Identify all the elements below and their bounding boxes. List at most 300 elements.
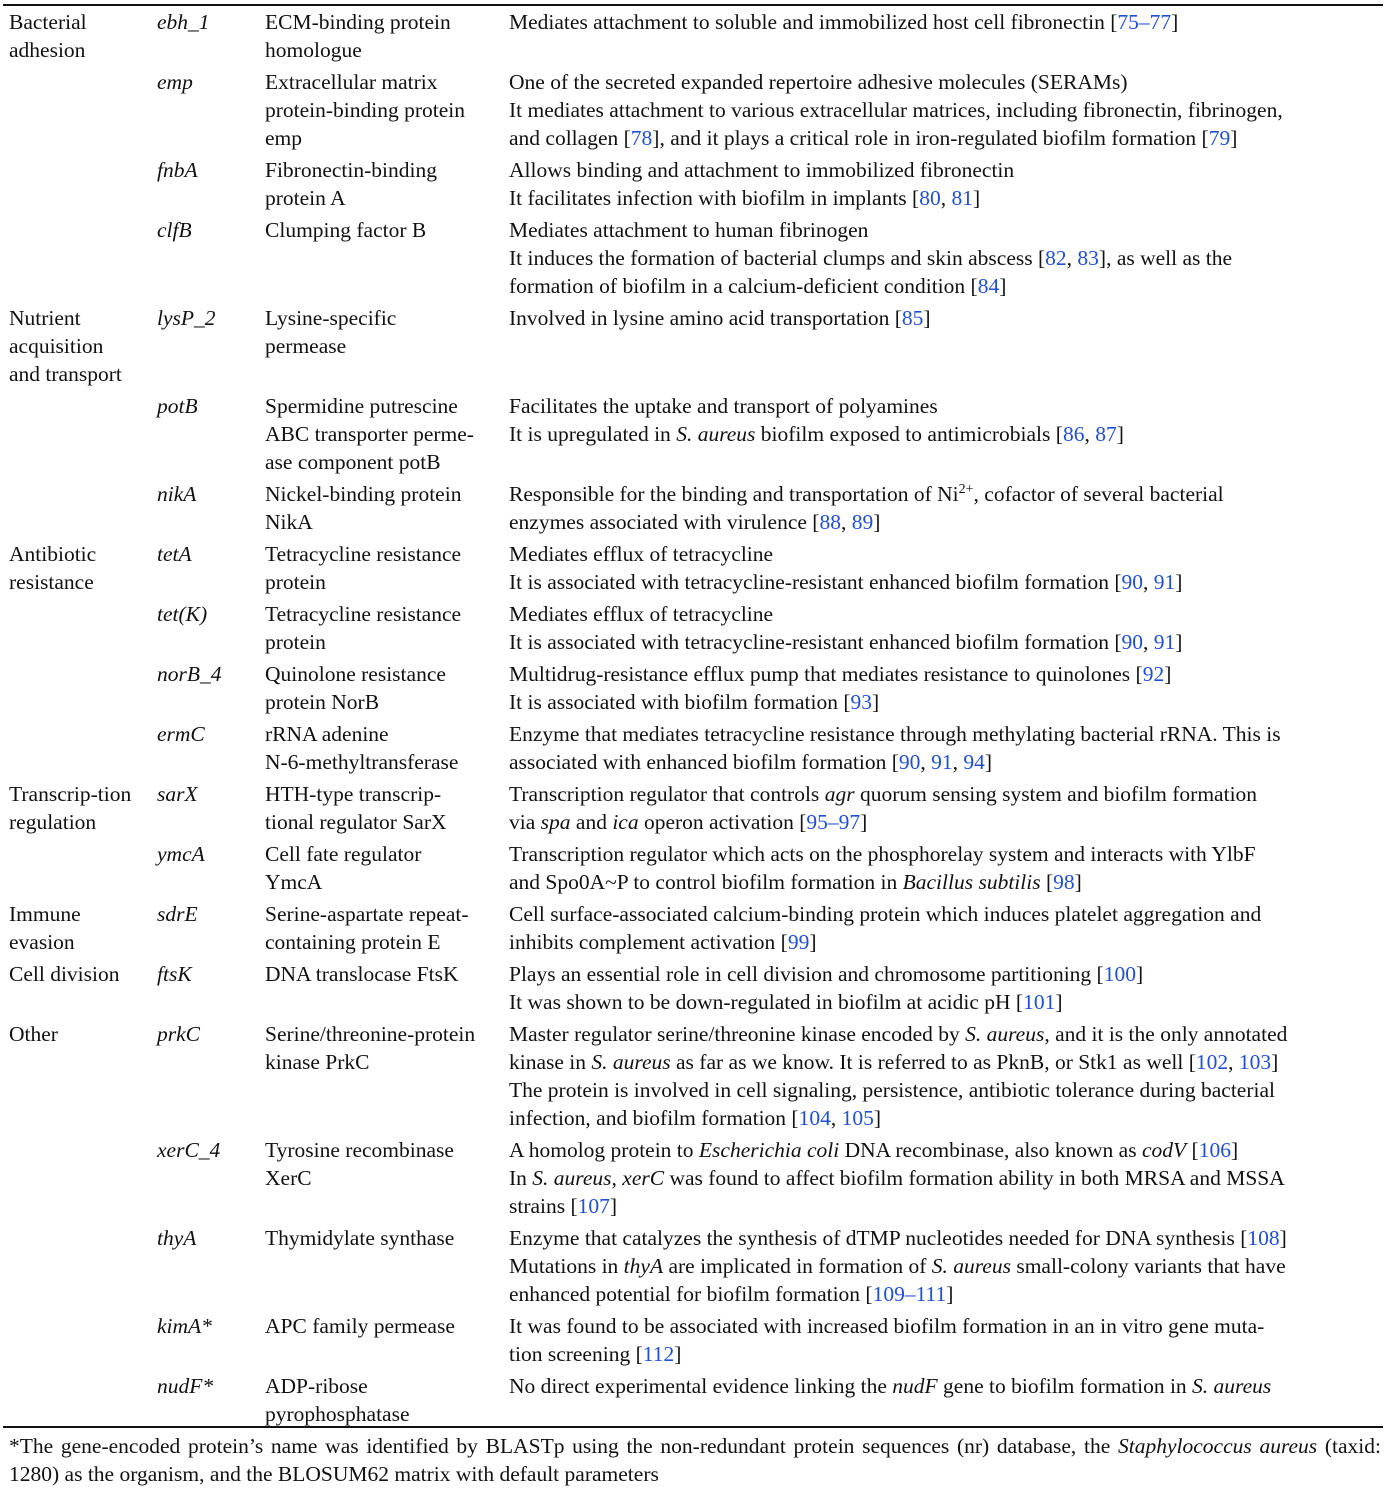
- table-row: [3, 216, 1383, 304]
- protein-name-line: Serine-aspartate repeat-: [265, 902, 469, 926]
- protein-name-line: permease: [265, 334, 347, 358]
- category-cell: [3, 304, 151, 392]
- text-run: Mutations in: [509, 1254, 624, 1278]
- protein-name-line: Spermidine putrescine: [265, 394, 458, 418]
- text-run: ,: [952, 750, 964, 774]
- gene-cell: prkC: [157, 1022, 200, 1046]
- table-row: [3, 960, 1383, 1020]
- protein-name-line: homologue: [265, 38, 362, 62]
- table-row: [3, 1224, 1383, 1312]
- category-cell: [3, 392, 151, 480]
- text-run: A homolog protein to: [509, 1138, 699, 1162]
- description-line: [509, 600, 1383, 628]
- table-row: [3, 1136, 1383, 1224]
- protein-name-line: Tyrosine recombinase: [265, 1138, 454, 1162]
- text-run: ,: [1143, 570, 1154, 594]
- protein-name-line: HTH-type transcrip-: [265, 782, 442, 806]
- description-line: [509, 660, 1383, 688]
- italic-term: Staphylococcus aureus: [1118, 1434, 1318, 1458]
- category-label: resistance: [9, 570, 94, 594]
- description-line: [509, 540, 1383, 568]
- text-run: ]: [1135, 962, 1144, 986]
- italic-term: agr: [824, 782, 855, 806]
- reference-link[interactable]: 81: [951, 186, 973, 210]
- protein-cell: [259, 68, 507, 156]
- reference-link[interactable]: 90: [898, 750, 921, 774]
- description-line: [509, 420, 1383, 448]
- gene-cell: fnbA: [157, 158, 198, 182]
- protein-name-line: XerC: [265, 1166, 312, 1190]
- text-run: ]: [1230, 1138, 1239, 1162]
- gene-cell: potB: [157, 394, 198, 418]
- text-run: ]: [946, 1282, 954, 1306]
- text-run: One of the secreted expanded repertoire adhesive molecules (SERAMs): [509, 70, 1128, 94]
- gene-cell: clfB: [157, 218, 192, 242]
- description-line: [509, 156, 1383, 184]
- text-run: ,: [1066, 246, 1078, 270]
- protein-cell: [259, 780, 507, 840]
- table-row: [3, 840, 1383, 900]
- text-run: No direct experimental evidence linking the: [509, 1374, 893, 1398]
- table-row: [3, 780, 1383, 840]
- reference-link[interactable]: 79: [1208, 126, 1231, 150]
- text-run: It was shown to be down-regulated in biofilm at acidic pH [: [509, 990, 1024, 1014]
- description-cell: [507, 1372, 1383, 1432]
- protein-cell: [259, 1136, 507, 1224]
- text-run: (taxid: 1280) as the organism, and the BLOSUM62 matrix with default parameters: [9, 1434, 1382, 1486]
- protein-name-line: containing protein E: [265, 930, 441, 954]
- text-run: Responsible for the binding and transportation of Ni: [509, 482, 959, 506]
- description-cell: [507, 304, 1383, 392]
- description-cell: [507, 780, 1383, 840]
- protein-name-line: protein-binding protein: [265, 98, 466, 122]
- description-line: [509, 628, 1383, 656]
- description-line: [509, 480, 1383, 508]
- text-run: It was found to be associated with increased biofilm formation in an in vitro gene muta-: [509, 1314, 1265, 1338]
- description-cell: [507, 720, 1383, 780]
- description-cell: [507, 480, 1383, 540]
- description-cell: [507, 68, 1383, 156]
- text-run: It induces the formation of bacterial clumps and skin abscess [: [509, 246, 1046, 270]
- table-row: [3, 540, 1383, 600]
- table-row: [3, 304, 1383, 392]
- text-run: ]: [872, 690, 880, 714]
- category-cell: [3, 960, 151, 1020]
- category-cell: [3, 840, 151, 900]
- protein-cell: [259, 1020, 507, 1136]
- reference-link[interactable]: 93: [850, 690, 873, 714]
- protein-name-line: ABC transporter perme-: [265, 422, 474, 446]
- reference-link[interactable]: 107: [577, 1194, 610, 1218]
- reference-link[interactable]: 103: [1238, 1050, 1272, 1074]
- text-run: biofilm exposed to antimicrobials [: [755, 422, 1063, 446]
- description-cell: [507, 8, 1383, 68]
- table-row: [3, 1312, 1383, 1372]
- superscript: 2+: [958, 481, 974, 497]
- text-run: Mediates attachment to soluble and immobilized host cell fibronectin [: [509, 10, 1118, 34]
- italic-term: nudF: [892, 1374, 938, 1398]
- text-run: ]: [873, 510, 881, 534]
- description-line: [509, 392, 1383, 420]
- protein-name-line: Extracellular matrix: [265, 70, 438, 94]
- description-line: [509, 216, 1383, 244]
- text-run: and Spo0A~P to control biofilm formation in: [509, 870, 903, 894]
- category-cell: [3, 156, 151, 216]
- table-row: [3, 600, 1383, 660]
- description-cell: [507, 840, 1383, 900]
- protein-name-line: emp: [265, 126, 303, 150]
- protein-cell: [259, 156, 507, 216]
- category-cell: [3, 780, 151, 840]
- category-cell: [3, 216, 151, 304]
- category-cell: [3, 660, 151, 720]
- text-run: ,: [920, 750, 932, 774]
- text-run: The protein is involved in cell signaling, persistence, antibiotic tolerance during bacterial: [509, 1078, 1275, 1102]
- text-run: ]: [972, 186, 981, 210]
- table-row: [3, 8, 1383, 68]
- description-line: [509, 124, 1383, 152]
- protein-name-line: NikA: [265, 510, 313, 534]
- reference-link[interactable]: 86: [1062, 422, 1085, 446]
- text-run: , and it is the only annotated: [1044, 1022, 1288, 1046]
- category-cell: [3, 480, 151, 540]
- text-run: enhanced potential for biofilm formation [: [509, 1282, 873, 1306]
- text-run: ]: [1116, 422, 1124, 446]
- text-run: Transcription regulator that controls: [509, 782, 825, 806]
- reference-link[interactable]: 83: [1077, 246, 1099, 270]
- reference-link[interactable]: 106: [1198, 1138, 1231, 1162]
- text-run: Enzyme that catalyzes the synthesis of dTMP nucleotides needed for DNA synthesis [: [509, 1226, 1248, 1250]
- description-line: [509, 780, 1383, 808]
- protein-name-line: protein: [265, 630, 326, 654]
- description-cell: [507, 216, 1383, 304]
- protein-name-line: protein A: [265, 186, 346, 210]
- text-run: enzymes associated with virulence [: [509, 510, 820, 534]
- protein-cell: [259, 660, 507, 720]
- reference-link[interactable]: 90: [1121, 630, 1144, 654]
- text-run: Multidrug-resistance efflux pump that mediates resistance to quinolones [: [509, 662, 1143, 686]
- category-cell: [3, 1136, 151, 1224]
- description-cell: [507, 960, 1383, 1020]
- description-line: [509, 1224, 1383, 1252]
- description-line: [509, 1076, 1383, 1104]
- category-label: Cell division: [9, 962, 120, 986]
- text-run: strains [: [509, 1194, 578, 1218]
- description-line: [509, 1048, 1383, 1076]
- text-run: Plays an essential role in cell division and chromosome partitioning [: [509, 962, 1104, 986]
- protein-cell: [259, 600, 507, 660]
- text-run: infection, and biofilm formation [: [509, 1106, 799, 1130]
- category-label: adhesion: [9, 38, 86, 62]
- text-run: It is upregulated in: [509, 422, 677, 446]
- gene-cell: emp: [157, 70, 193, 94]
- table-bottom-rule: [3, 1426, 1383, 1428]
- text-run: [: [1040, 870, 1054, 894]
- description-cell: [507, 1312, 1383, 1372]
- protein-cell: [259, 840, 507, 900]
- description-line: [509, 244, 1383, 272]
- description-cell: [507, 1136, 1383, 1224]
- text-run: associated with enhanced biofilm formation [: [509, 750, 899, 774]
- description-cell: [507, 600, 1383, 660]
- protein-name-line: Quinolone resistance: [265, 662, 446, 686]
- reference-link[interactable]: 91: [1153, 570, 1176, 594]
- reference-link[interactable]: 95–97: [806, 810, 861, 834]
- text-run: In: [509, 1166, 533, 1190]
- reference-link[interactable]: 78: [630, 126, 653, 150]
- text-run: ]: [873, 1106, 881, 1130]
- italic-term: codV: [1141, 1138, 1187, 1162]
- table-row: [3, 1020, 1383, 1136]
- reference-link[interactable]: 109–111: [872, 1282, 947, 1306]
- text-run: ,: [830, 1106, 842, 1130]
- text-run: DNA recombinase, also known as: [839, 1138, 1142, 1162]
- text-run: Master regulator serine/threonine kinase encoded by: [509, 1022, 966, 1046]
- table-row: [3, 68, 1383, 156]
- text-run: *The gene-encoded protein’s name was identified by BLASTp using the non-redundant protein sequences (nr) database, the: [9, 1434, 1118, 1458]
- description-line: [509, 1192, 1383, 1220]
- italic-term: S. aureus: [532, 1166, 612, 1190]
- protein-name-line: YmcA: [265, 870, 323, 894]
- reference-link[interactable]: 84: [977, 274, 1000, 298]
- description-line: [509, 8, 1383, 36]
- category-label: and transport: [9, 362, 122, 386]
- text-run: operon activation [: [638, 810, 807, 834]
- reference-link[interactable]: 80: [919, 186, 941, 210]
- category-label: Bacterial: [9, 10, 87, 34]
- reference-link[interactable]: 90: [1121, 570, 1144, 594]
- text-run: quorum sensing system and biofilm formation: [854, 782, 1258, 806]
- italic-term: S. aureus: [931, 1254, 1011, 1278]
- text-run: ]: [860, 810, 868, 834]
- description-line: [509, 184, 1383, 212]
- text-run: It mediates attachment to various extracellular matrices, including fibronectin, fibrinogen,: [509, 98, 1283, 122]
- description-line: [509, 868, 1383, 896]
- protein-cell: [259, 540, 507, 600]
- italic-term: ica: [612, 810, 639, 834]
- description-cell: [507, 1224, 1383, 1312]
- description-line: [509, 272, 1383, 300]
- text-run: and collagen [: [509, 126, 631, 150]
- text-run: ,: [1143, 630, 1154, 654]
- reference-link[interactable]: 87: [1095, 422, 1117, 446]
- reference-link[interactable]: 82: [1045, 246, 1067, 270]
- reference-link[interactable]: 92: [1142, 662, 1165, 686]
- text-run: ]: [1175, 630, 1183, 654]
- reference-link[interactable]: 99: [787, 930, 810, 954]
- table-row: [3, 900, 1383, 960]
- protein-name-line: Tetracycline resistance: [265, 542, 462, 566]
- text-run: ,: [1084, 422, 1096, 446]
- text-run: Allows binding and attachment to immobilized fibronectin: [509, 158, 1015, 182]
- gene-cell: lysP_2: [157, 306, 216, 330]
- text-run: ]: [923, 306, 931, 330]
- protein-name-line: rRNA adenine: [265, 722, 389, 746]
- protein-name-line: pyrophosphatase: [265, 1402, 410, 1426]
- text-run: Facilitates the uptake and transport of polyamines: [509, 394, 938, 418]
- italic-term: S. aureus: [965, 1022, 1045, 1046]
- text-run: inhibits complement activation [: [509, 930, 788, 954]
- description-line: [509, 1020, 1383, 1048]
- description-line: [509, 748, 1383, 776]
- text-run: kinase in: [509, 1050, 592, 1074]
- protein-name-line: Nickel-binding protein: [265, 482, 462, 506]
- protein-name-line: ase component potB: [265, 450, 441, 474]
- table-row: [3, 660, 1383, 720]
- protein-name-line: APC family permease: [265, 1314, 455, 1338]
- reference-link[interactable]: 104: [798, 1106, 831, 1130]
- text-run: Transcription regulator which acts on the phosphorelay system and interacts with YlbF: [509, 842, 1256, 866]
- italic-term: xerC: [622, 1166, 665, 1190]
- category-label: evasion: [9, 930, 75, 954]
- text-run: ]: [1171, 10, 1179, 34]
- gene-cell: sarX: [157, 782, 198, 806]
- description-line: [509, 1252, 1383, 1280]
- text-run: Involved in lysine amino acid transportation [: [509, 306, 902, 330]
- text-run: ]: [809, 930, 817, 954]
- description-line: [509, 1280, 1383, 1308]
- table-body: [3, 8, 1383, 1432]
- category-cell: [3, 68, 151, 156]
- text-run: ]: [1055, 990, 1063, 1014]
- reference-link[interactable]: 91: [1153, 630, 1176, 654]
- protein-cell: [259, 960, 507, 1020]
- protein-name-line: protein NorB: [265, 690, 380, 714]
- gene-cell: ymcA: [157, 842, 205, 866]
- text-run: [: [1186, 1138, 1199, 1162]
- italic-term: S. aureus: [591, 1050, 671, 1074]
- category-label: Nutrient: [9, 306, 81, 330]
- gene-cell: tetA: [157, 542, 192, 566]
- protein-name-line: Cell fate regulator: [265, 842, 422, 866]
- reference-link[interactable]: 89: [851, 510, 874, 534]
- gene-cell: thyA: [157, 1226, 197, 1250]
- protein-name-line: N-6-methyltransferase: [265, 750, 459, 774]
- text-run: Mediates attachment to human fibrinogen: [509, 218, 869, 242]
- text-run: , cofactor of several bacterial: [973, 482, 1224, 506]
- text-run: via: [509, 810, 541, 834]
- gene-cell: ftsK: [157, 962, 192, 986]
- table-row: [3, 156, 1383, 216]
- category-cell: [3, 1020, 151, 1136]
- description-line: [509, 928, 1383, 956]
- text-run: small-colony variants that have: [1010, 1254, 1286, 1278]
- italic-term: Bacillus subtilis: [902, 870, 1041, 894]
- gene-cell: tet(K): [157, 602, 208, 626]
- protein-cell: [259, 900, 507, 960]
- text-run: ,: [840, 510, 852, 534]
- text-run: ]: [1230, 126, 1238, 150]
- text-run: ,: [611, 1166, 623, 1190]
- table-footnote: [9, 1432, 1381, 1488]
- description-cell: [507, 900, 1383, 960]
- reference-link[interactable]: 108: [1247, 1226, 1280, 1250]
- gene-function-table: [3, 8, 1383, 1432]
- description-cell: [507, 1020, 1383, 1136]
- protein-cell: [259, 720, 507, 780]
- text-run: ]: [1074, 870, 1082, 894]
- reference-link[interactable]: 88: [819, 510, 841, 534]
- protein-cell: [259, 1312, 507, 1372]
- description-cell: [507, 660, 1383, 720]
- reference-link[interactable]: 101: [1023, 990, 1056, 1014]
- category-label: Immune: [9, 902, 81, 926]
- description-line: [509, 1340, 1383, 1368]
- category-label: acquisition: [9, 334, 104, 358]
- description-line: [509, 508, 1383, 536]
- protein-cell: [259, 392, 507, 480]
- text-run: It is associated with tetracycline-resistant enhanced biofilm formation [: [509, 570, 1122, 594]
- text-run: It is associated with tetracycline-resistant enhanced biofilm formation [: [509, 630, 1122, 654]
- description-line: [509, 960, 1383, 988]
- description-line: [509, 96, 1383, 124]
- reference-link[interactable]: 98: [1053, 870, 1075, 894]
- protein-name-line: ECM-binding protein: [265, 10, 451, 34]
- reference-link[interactable]: 112: [642, 1342, 675, 1366]
- protein-cell: [259, 1224, 507, 1312]
- description-line: [509, 720, 1383, 748]
- reference-link[interactable]: 94: [963, 750, 985, 774]
- category-cell: [3, 1224, 151, 1312]
- table-row: [3, 392, 1383, 480]
- protein-name-line: DNA translocase FtsK: [265, 962, 459, 986]
- text-run: ]: [1175, 570, 1183, 594]
- category-cell: [3, 720, 151, 780]
- description-cell: [507, 540, 1383, 600]
- reference-link[interactable]: 105: [841, 1106, 874, 1130]
- category-cell: [3, 900, 151, 960]
- text-run: was found to affect biofilm formation ability in both MRSA and MSSA: [664, 1166, 1285, 1190]
- description-line: [509, 68, 1383, 96]
- reference-link[interactable]: 102: [1195, 1050, 1229, 1074]
- gene-cell: nikA: [157, 482, 197, 506]
- text-run: It facilitates infection with biofilm in implants [: [509, 186, 920, 210]
- text-run: ]: [984, 750, 993, 774]
- italic-term: Escherichia coli: [698, 1138, 840, 1162]
- category-label: Antibiotic: [9, 542, 97, 566]
- italic-term: spa: [540, 810, 571, 834]
- text-run: ], as well as the: [1098, 246, 1233, 270]
- gene-cell: kimA*: [157, 1314, 212, 1338]
- text-run: Enzyme that mediates tetracycline resistance through methylating bacterial rRNA. This is: [509, 722, 1281, 746]
- italic-term: thyA: [623, 1254, 664, 1278]
- text-run: and: [570, 810, 613, 834]
- text-run: Mediates efflux of tetracycline: [509, 542, 774, 566]
- text-run: ]: [674, 1342, 682, 1366]
- table-row: [3, 1372, 1383, 1432]
- category-cell: [3, 540, 151, 600]
- text-run: tion screening [: [509, 1342, 643, 1366]
- gene-cell: ermC: [157, 722, 205, 746]
- description-cell: [507, 156, 1383, 216]
- protein-name-line: tional regulator SarX: [265, 810, 447, 834]
- protein-name-line: kinase PrkC: [265, 1050, 370, 1074]
- text-run: Cell surface-associated calcium-binding protein which induces platelet aggregation and: [509, 902, 1262, 926]
- protein-cell: [259, 1372, 507, 1432]
- reference-link[interactable]: 91: [931, 750, 953, 774]
- protein-cell: [259, 8, 507, 68]
- description-line: [509, 1136, 1383, 1164]
- category-cell: [3, 8, 151, 68]
- description-line: [509, 1372, 1383, 1400]
- reference-link[interactable]: 100: [1103, 962, 1136, 986]
- reference-link[interactable]: 75–77: [1117, 10, 1172, 34]
- protein-cell: [259, 216, 507, 304]
- category-cell: [3, 1372, 151, 1432]
- gene-cell: nudF*: [157, 1374, 214, 1398]
- protein-name-line: protein: [265, 570, 326, 594]
- reference-link[interactable]: 85: [901, 306, 924, 330]
